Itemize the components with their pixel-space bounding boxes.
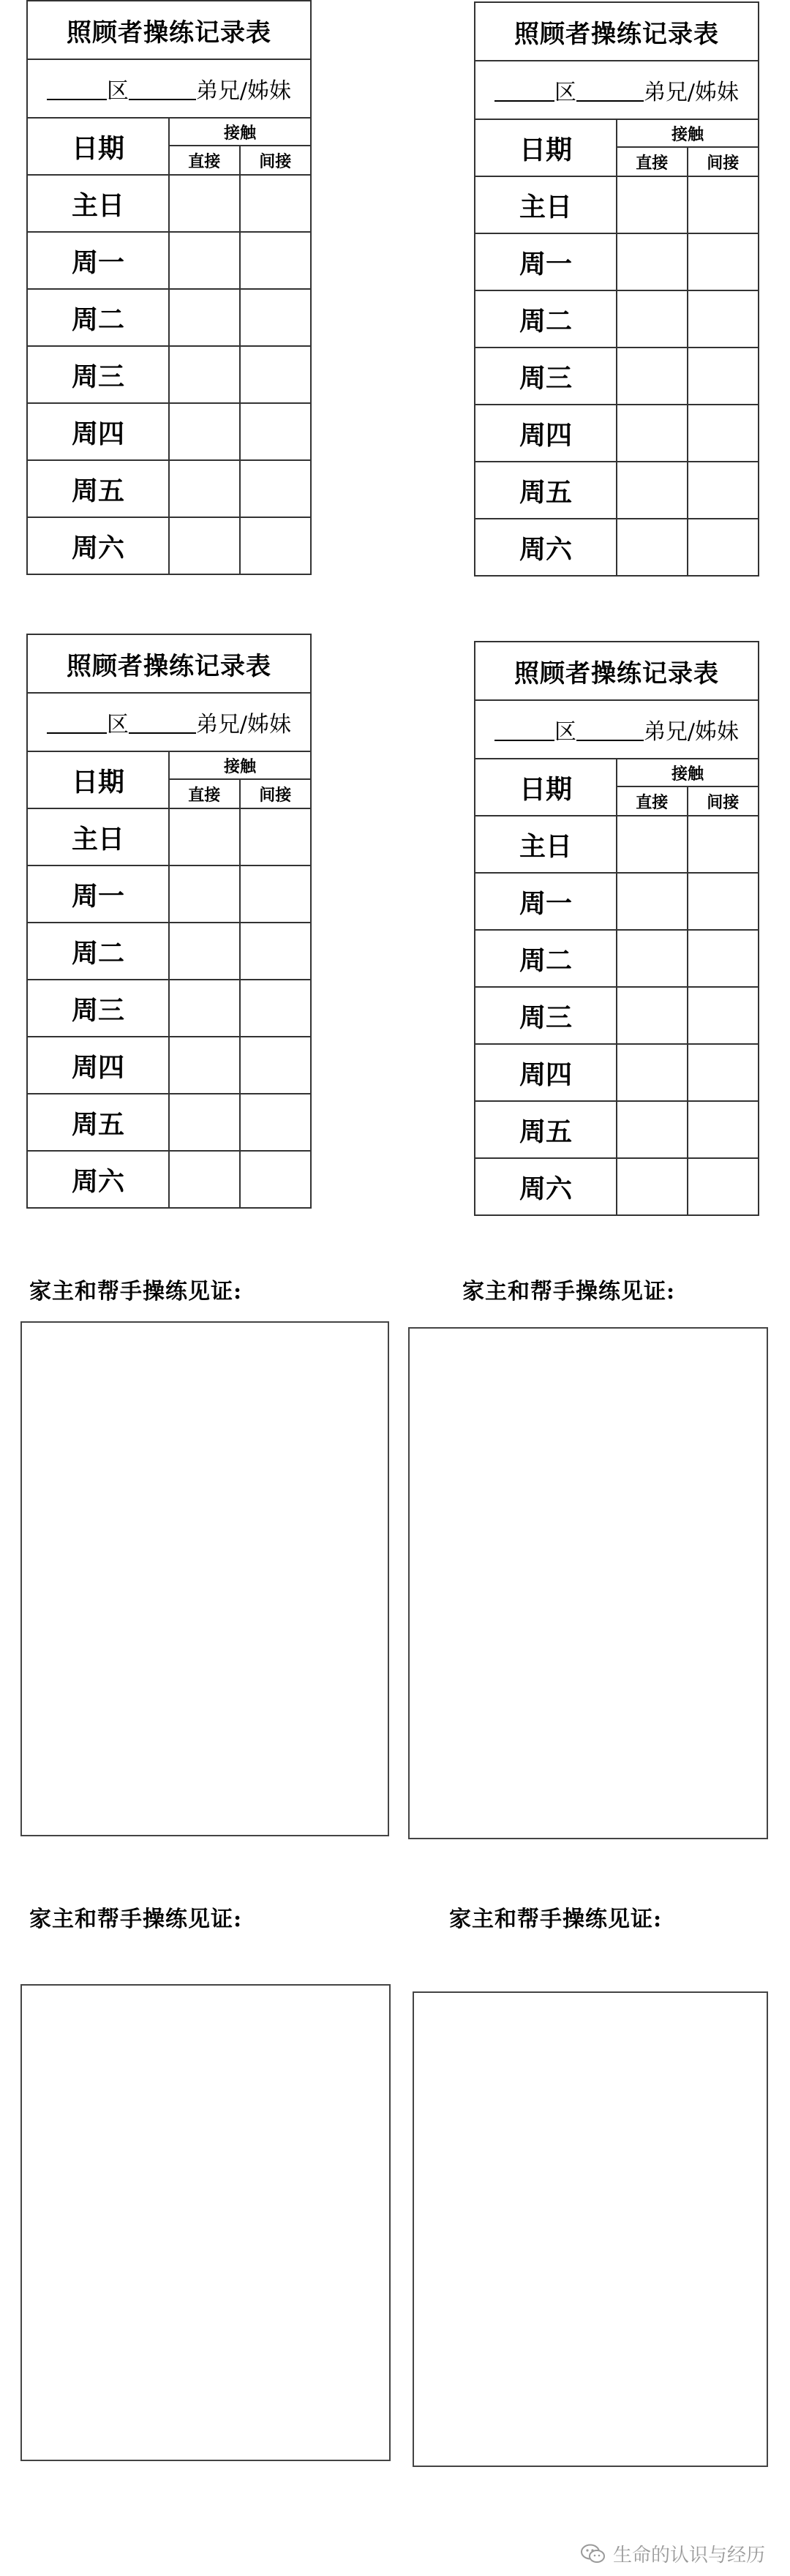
direct-cell[interactable] (169, 1094, 240, 1151)
direct-header: 直接 (617, 786, 688, 816)
direct-cell[interactable] (169, 517, 240, 574)
indirect-header: 间接 (688, 147, 759, 176)
day-row (475, 348, 758, 405)
day-label: 周五 (28, 1094, 169, 1151)
direct-header: 直接 (169, 779, 240, 808)
district-suffix: 区 (554, 719, 576, 745)
direct-cell[interactable] (169, 232, 240, 289)
record-card (26, 0, 312, 575)
indirect-cell[interactable] (688, 873, 759, 930)
member-name-blank[interactable] (129, 77, 196, 100)
day-row (28, 289, 310, 346)
direct-cell[interactable] (169, 403, 240, 460)
card-title: 照顾者操练记录表 (475, 642, 758, 701)
day-row (28, 517, 310, 574)
direct-cell[interactable] (169, 865, 240, 923)
direct-cell[interactable] (169, 980, 240, 1037)
indirect-cell[interactable] (240, 808, 311, 865)
direct-cell[interactable] (169, 460, 240, 517)
day-row (28, 346, 310, 403)
day-label: 周二 (28, 923, 169, 980)
indirect-cell[interactable] (688, 1044, 759, 1101)
day-label: 周三 (475, 348, 617, 405)
witness-label: 家主和帮手操练见证: (462, 1279, 676, 1304)
district-suffix: 区 (554, 80, 576, 105)
day-row (475, 873, 758, 930)
day-label: 周二 (28, 289, 169, 346)
indirect-cell[interactable] (240, 865, 311, 923)
member-suffix: 弟兄/姊妹 (643, 719, 740, 745)
day-row (28, 1094, 310, 1151)
contact-header: 接触 (617, 759, 758, 786)
watermark-text: 生命的认识与经历 (612, 2545, 765, 2566)
name-line (28, 60, 310, 119)
member-suffix: 弟兄/姊妹 (643, 80, 740, 105)
name-line (475, 61, 758, 120)
direct-cell[interactable] (617, 290, 688, 348)
day-row (475, 1101, 758, 1158)
day-row (475, 519, 758, 575)
direct-cell[interactable] (169, 346, 240, 403)
day-label: 周三 (28, 346, 169, 403)
indirect-cell[interactable] (240, 1037, 311, 1094)
direct-cell[interactable] (617, 1044, 688, 1101)
indirect-cell[interactable] (240, 346, 311, 403)
direct-header: 直接 (617, 147, 688, 176)
date-header: 日期 (475, 759, 617, 816)
day-row (475, 462, 758, 519)
day-label: 周三 (475, 987, 617, 1044)
member-name-blank[interactable] (576, 78, 644, 102)
day-row (475, 987, 758, 1044)
direct-header: 直接 (169, 146, 240, 175)
practice-table (475, 759, 758, 1214)
indirect-header: 间接 (240, 779, 311, 808)
date-header: 日期 (28, 752, 169, 808)
day-row (28, 865, 310, 923)
day-label: 周一 (475, 233, 617, 290)
contact-header: 接触 (169, 752, 310, 779)
day-row (28, 808, 310, 865)
district-blank[interactable] (494, 78, 554, 102)
indirect-cell[interactable] (688, 462, 759, 519)
direct-cell[interactable] (617, 1101, 688, 1158)
day-row (28, 1037, 310, 1094)
district-suffix: 区 (106, 78, 129, 104)
day-row (475, 1158, 758, 1214)
day-label: 周三 (28, 980, 169, 1037)
indirect-cell[interactable] (240, 289, 311, 346)
record-card (474, 1, 759, 577)
day-row (28, 232, 310, 289)
day-row (28, 460, 310, 517)
direct-cell[interactable] (617, 873, 688, 930)
district-blank[interactable] (494, 718, 554, 741)
direct-cell[interactable] (169, 1037, 240, 1094)
indirect-cell[interactable] (240, 232, 311, 289)
member-name-blank[interactable] (129, 710, 196, 734)
district-suffix: 区 (106, 712, 129, 737)
day-label: 周四 (475, 405, 617, 462)
district-blank[interactable] (47, 710, 107, 734)
direct-cell[interactable] (617, 348, 688, 405)
day-label: 周四 (28, 1037, 169, 1094)
practice-table (28, 119, 310, 574)
direct-cell[interactable] (617, 462, 688, 519)
direct-cell[interactable] (617, 816, 688, 873)
indirect-cell[interactable] (240, 980, 311, 1037)
day-label: 周一 (475, 873, 617, 930)
day-label: 主日 (475, 816, 617, 873)
contact-header: 接触 (169, 119, 310, 146)
witness-label: 家主和帮手操练见证: (449, 1907, 663, 1932)
card-title: 照顾者操练记录表 (28, 635, 310, 694)
day-row (475, 930, 758, 987)
day-label: 周六 (28, 517, 169, 574)
direct-cell[interactable] (617, 405, 688, 462)
day-row (475, 176, 758, 233)
witness-box[interactable] (413, 1991, 768, 2467)
direct-cell[interactable] (169, 175, 240, 232)
direct-cell[interactable] (617, 1158, 688, 1214)
district-blank[interactable] (47, 77, 107, 100)
member-suffix: 弟兄/姊妹 (195, 78, 292, 104)
indirect-cell[interactable] (688, 1101, 759, 1158)
direct-cell[interactable] (617, 233, 688, 290)
indirect-cell[interactable] (240, 460, 311, 517)
name-line (28, 694, 310, 752)
day-label: 主日 (28, 808, 169, 865)
day-row (28, 923, 310, 980)
indirect-cell[interactable] (240, 517, 311, 574)
day-label: 周一 (28, 865, 169, 923)
indirect-cell[interactable] (688, 519, 759, 575)
day-label: 周二 (475, 930, 617, 987)
day-label: 周六 (475, 519, 617, 575)
practice-table (28, 752, 310, 1207)
indirect-header: 间接 (688, 786, 759, 816)
direct-cell[interactable] (617, 930, 688, 987)
day-row (28, 403, 310, 460)
day-row (475, 290, 758, 348)
wechat-icon (581, 2544, 606, 2564)
watermark (581, 2540, 765, 2567)
witness-box[interactable] (20, 1321, 389, 1836)
indirect-cell[interactable] (688, 1158, 759, 1214)
direct-cell[interactable] (169, 1151, 240, 1207)
day-row (475, 233, 758, 290)
practice-table (475, 120, 758, 575)
day-row (28, 175, 310, 232)
indirect-cell[interactable] (688, 348, 759, 405)
day-label: 周六 (475, 1158, 617, 1214)
direct-cell[interactable] (169, 923, 240, 980)
member-suffix: 弟兄/姊妹 (195, 712, 292, 737)
witness-label: 家主和帮手操练见证: (29, 1279, 243, 1304)
indirect-header: 间接 (240, 146, 311, 175)
indirect-cell[interactable] (688, 176, 759, 233)
date-header: 日期 (28, 119, 169, 175)
direct-cell[interactable] (169, 808, 240, 865)
day-label: 周一 (28, 232, 169, 289)
indirect-cell[interactable] (240, 923, 311, 980)
indirect-cell[interactable] (688, 987, 759, 1044)
direct-cell[interactable] (169, 289, 240, 346)
indirect-cell[interactable] (688, 816, 759, 873)
contact-header: 接触 (617, 120, 758, 147)
member-name-blank[interactable] (576, 718, 644, 741)
indirect-cell[interactable] (240, 1094, 311, 1151)
indirect-cell[interactable] (688, 405, 759, 462)
day-row (28, 980, 310, 1037)
day-label: 周四 (28, 403, 169, 460)
card-title: 照顾者操练记录表 (28, 1, 310, 60)
day-label: 周五 (475, 1101, 617, 1158)
card-title: 照顾者操练记录表 (475, 3, 758, 61)
direct-cell[interactable] (617, 519, 688, 575)
record-card (26, 634, 312, 1209)
day-row (28, 1151, 310, 1207)
name-line (475, 701, 758, 759)
day-label: 主日 (475, 176, 617, 233)
date-header: 日期 (475, 120, 617, 176)
indirect-cell[interactable] (688, 290, 759, 348)
day-label: 主日 (28, 175, 169, 232)
indirect-cell[interactable] (240, 403, 311, 460)
day-label: 周四 (475, 1044, 617, 1101)
witness-label: 家主和帮手操练见证: (29, 1907, 243, 1932)
day-row (475, 405, 758, 462)
direct-cell[interactable] (617, 176, 688, 233)
day-label: 周六 (28, 1151, 169, 1207)
day-label: 周二 (475, 290, 617, 348)
direct-cell[interactable] (617, 987, 688, 1044)
indirect-cell[interactable] (688, 233, 759, 290)
day-row (475, 816, 758, 873)
day-label: 周五 (475, 462, 617, 519)
indirect-cell[interactable] (240, 175, 311, 232)
day-label: 周五 (28, 460, 169, 517)
indirect-cell[interactable] (240, 1151, 311, 1207)
witness-box[interactable] (408, 1327, 768, 1839)
witness-box[interactable] (20, 1984, 391, 2461)
day-row (475, 1044, 758, 1101)
indirect-cell[interactable] (688, 930, 759, 987)
record-card (474, 641, 759, 1216)
